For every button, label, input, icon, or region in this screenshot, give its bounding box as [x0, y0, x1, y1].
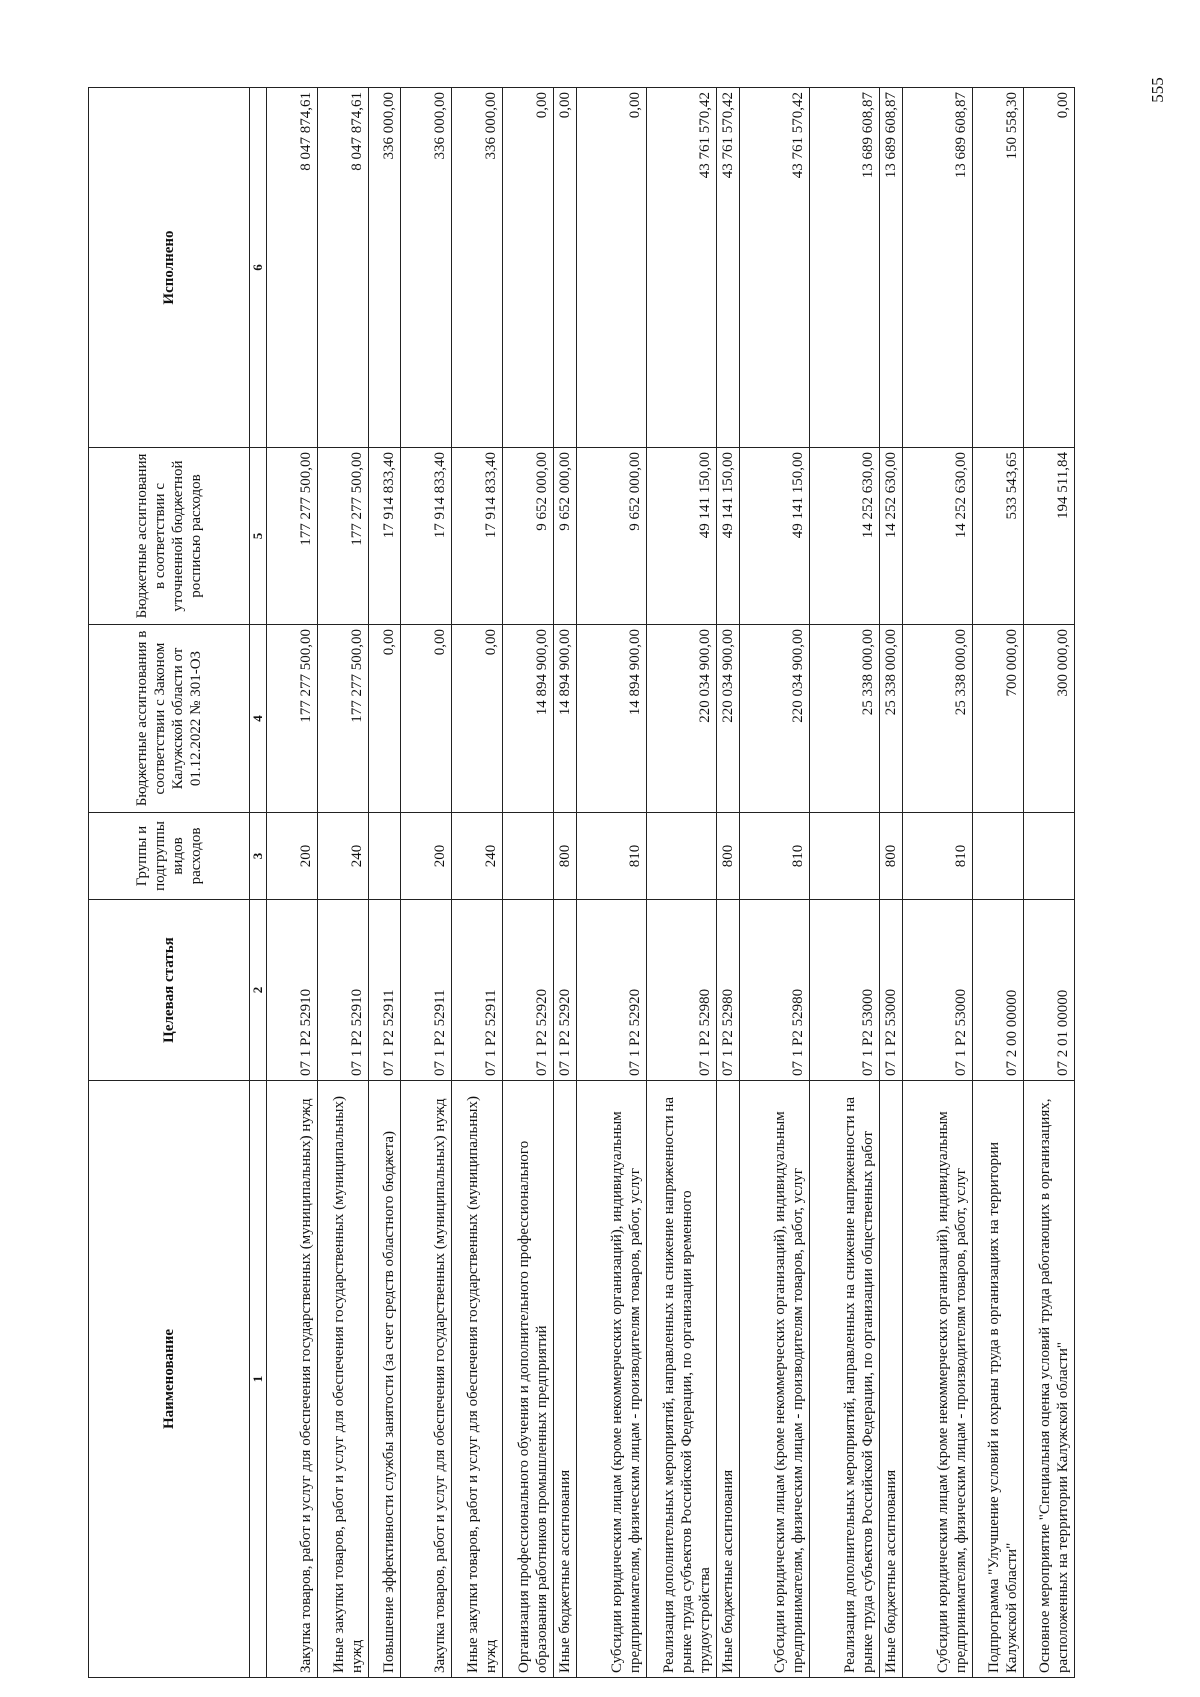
row-executed-amount: 336 000,00 [368, 88, 400, 448]
budget-table-container [88, 88, 1092, 1678]
row-expense-group [972, 813, 1023, 900]
row-refined-amount: 177 277 500,00 [317, 448, 368, 625]
table-row [902, 88, 972, 1678]
row-law-amount: 300 000,00 [1023, 625, 1074, 813]
row-target-code: 07 1 P2 52980 [716, 900, 739, 1081]
table-row [972, 88, 1023, 1678]
row-refined-amount: 194 511,84 [1023, 448, 1074, 625]
table-row [1023, 88, 1074, 1678]
row-expense-group [368, 813, 400, 900]
row-law-amount: 700 000,00 [972, 625, 1023, 813]
row-refined-amount: 14 252 630,00 [809, 448, 879, 625]
row-name: Иные закупки товаров, работ и услуг для обеспечения государственных (муниципальных) нужд [451, 1081, 502, 1678]
row-name: Основное мероприятие "Специальная оценка условий труда работающих в организациях, расположенных на территории Калужской области" [1023, 1081, 1074, 1678]
row-name: Иные бюджетные ассигнования [879, 1081, 902, 1678]
header-name: Наименование [89, 1081, 250, 1678]
row-name: Закупка товаров, работ и услуг для обеспечения государственных (муниципальных) нужд [266, 1081, 317, 1678]
row-target-code: 07 2 00 00000 [972, 900, 1023, 1081]
row-target-code: 07 1 P2 52911 [368, 900, 400, 1081]
row-expense-group: 800 [553, 813, 576, 900]
row-name: Иные бюджетные ассигнования [553, 1081, 576, 1678]
header-law: Бюджетные ассигнования в соответствии с Законом Калужской области от 01.12.2022 № 301-ОЗ [89, 625, 250, 813]
row-expense-group: 810 [576, 813, 646, 900]
table-row [400, 88, 451, 1678]
row-expense-group [502, 813, 553, 900]
row-law-amount: 177 277 500,00 [266, 625, 317, 813]
row-executed-amount: 0,00 [502, 88, 553, 448]
column-number: 5 [250, 448, 267, 625]
row-law-amount: 25 338 000,00 [879, 625, 902, 813]
row-refined-amount: 17 914 833,40 [451, 448, 502, 625]
row-law-amount: 25 338 000,00 [902, 625, 972, 813]
row-name: Субсидии юридическим лицам (кроме некоммерческих организаций), индивидуальным предпринимателям, физическим лицам - производителям товаров, работ, услуг [902, 1081, 972, 1678]
row-name: Иные бюджетные ассигнования [716, 1081, 739, 1678]
row-law-amount: 220 034 900,00 [716, 625, 739, 813]
row-law-amount: 14 894 900,00 [553, 625, 576, 813]
row-expense-group [1023, 813, 1074, 900]
row-law-amount: 0,00 [451, 625, 502, 813]
row-target-code: 07 1 P2 52980 [646, 900, 716, 1081]
row-refined-amount: 533 543,65 [972, 448, 1023, 625]
row-expense-group: 200 [400, 813, 451, 900]
table-row [502, 88, 553, 1678]
row-executed-amount: 336 000,00 [400, 88, 451, 448]
row-expense-group: 810 [739, 813, 809, 900]
header-refined: Бюджетные ассигнования в соответствии с уточненной бюджетной росписью расходов [89, 448, 250, 625]
row-executed-amount: 43 761 570,42 [739, 88, 809, 448]
table-row [809, 88, 879, 1678]
row-target-code: 07 1 P2 52911 [451, 900, 502, 1081]
row-executed-amount: 150 558,30 [972, 88, 1023, 448]
row-refined-amount: 9 652 000,00 [502, 448, 553, 625]
header-group: Группы и подгруппы видов расходов [89, 813, 250, 900]
row-target-code: 07 1 P2 52920 [502, 900, 553, 1081]
row-name: Закупка товаров, работ и услуг для обеспечения государственных (муниципальных) нужд [400, 1081, 451, 1678]
row-target-code: 07 1 P2 52920 [576, 900, 646, 1081]
column-number: 6 [250, 88, 267, 448]
row-refined-amount: 49 141 150,00 [716, 448, 739, 625]
row-expense-group: 240 [317, 813, 368, 900]
row-executed-amount: 0,00 [1023, 88, 1074, 448]
row-law-amount: 25 338 000,00 [809, 625, 879, 813]
row-expense-group [646, 813, 716, 900]
row-target-code: 07 1 P2 53000 [902, 900, 972, 1081]
row-executed-amount: 13 689 608,87 [809, 88, 879, 448]
row-law-amount: 0,00 [400, 625, 451, 813]
row-expense-group: 810 [902, 813, 972, 900]
table-row [368, 88, 400, 1678]
table-row [317, 88, 368, 1678]
row-name: Субсидии юридическим лицам (кроме некоммерческих организаций), индивидуальным предпринимателям, физическим лицам - производителям товаров, работ, услуг [739, 1081, 809, 1678]
row-target-code: 07 1 P2 52910 [266, 900, 317, 1081]
table-row [576, 88, 646, 1678]
row-law-amount: 220 034 900,00 [739, 625, 809, 813]
row-name: Реализация дополнительных мероприятий, направленных на снижение напряженности на рынке труда субъектов Российской Федерации, по организации временного трудоустройства [646, 1081, 716, 1678]
table-row [716, 88, 739, 1678]
row-executed-amount: 13 689 608,87 [879, 88, 902, 448]
row-refined-amount: 17 914 833,40 [400, 448, 451, 625]
row-executed-amount: 0,00 [553, 88, 576, 448]
row-executed-amount: 43 761 570,42 [646, 88, 716, 448]
row-executed-amount: 43 761 570,42 [716, 88, 739, 448]
row-target-code: 07 1 P2 52920 [553, 900, 576, 1081]
row-law-amount: 0,00 [368, 625, 400, 813]
table-row [451, 88, 502, 1678]
row-expense-group: 240 [451, 813, 502, 900]
row-name: Иные закупки товаров, работ и услуг для обеспечения государственных (муниципальных) нужд [317, 1081, 368, 1678]
table-body [266, 88, 1074, 1678]
row-law-amount: 177 277 500,00 [317, 625, 368, 813]
header-done: Исполнено [89, 88, 250, 448]
row-name: Подпрограмма "Улучшение условий и охраны труда в организациях на территории Калужской области" [972, 1081, 1023, 1678]
row-name: Субсидии юридическим лицам (кроме некоммерческих организаций), индивидуальным предпринимателям, физическим лицам - производителям товаров, работ, услуг [576, 1081, 646, 1678]
row-refined-amount: 9 652 000,00 [576, 448, 646, 625]
row-target-code: 07 2 01 00000 [1023, 900, 1074, 1081]
row-refined-amount: 49 141 150,00 [739, 448, 809, 625]
column-number: 3 [250, 813, 267, 900]
row-target-code: 07 1 P2 52910 [317, 900, 368, 1081]
row-refined-amount: 177 277 500,00 [266, 448, 317, 625]
table-row [266, 88, 317, 1678]
row-expense-group: 800 [716, 813, 739, 900]
row-refined-amount: 14 252 630,00 [902, 448, 972, 625]
row-executed-amount: 8 047 874,61 [317, 88, 368, 448]
budget-table [88, 87, 1075, 1678]
row-name: Повышение эффективности службы занятости (за счет средств областного бюджета) [368, 1081, 400, 1678]
row-target-code: 07 1 P2 52911 [400, 900, 451, 1081]
row-law-amount: 14 894 900,00 [502, 625, 553, 813]
row-refined-amount: 14 252 630,00 [879, 448, 902, 625]
row-executed-amount: 13 689 608,87 [902, 88, 972, 448]
column-number: 1 [250, 1081, 267, 1678]
column-number: 4 [250, 625, 267, 813]
row-name: Реализация дополнительных мероприятий, направленных на снижение напряженности на рынке труда субъектов Российской Федерации, по организации общественных работ [809, 1081, 879, 1678]
table-row [646, 88, 716, 1678]
table-row [879, 88, 902, 1678]
table-row [553, 88, 576, 1678]
row-target-code: 07 1 P2 53000 [879, 900, 902, 1081]
row-executed-amount: 336 000,00 [451, 88, 502, 448]
table-row [739, 88, 809, 1678]
row-law-amount: 220 034 900,00 [646, 625, 716, 813]
row-executed-amount: 8 047 874,61 [266, 88, 317, 448]
page-number: 555 [1148, 77, 1167, 103]
row-target-code: 07 1 P2 53000 [809, 900, 879, 1081]
row-expense-group [809, 813, 879, 900]
row-law-amount: 14 894 900,00 [576, 625, 646, 813]
row-expense-group: 200 [266, 813, 317, 900]
header-code: Целевая статья [89, 900, 250, 1081]
row-expense-group: 800 [879, 813, 902, 900]
row-target-code: 07 1 P2 52980 [739, 900, 809, 1081]
row-refined-amount: 9 652 000,00 [553, 448, 576, 625]
row-refined-amount: 49 141 150,00 [646, 448, 716, 625]
row-refined-amount: 17 914 833,40 [368, 448, 400, 625]
row-name: Организация профессионального обучения и дополнительного профессионального образования работников промышленных предприятий [502, 1081, 553, 1678]
column-number: 2 [250, 900, 267, 1081]
row-executed-amount: 0,00 [576, 88, 646, 448]
